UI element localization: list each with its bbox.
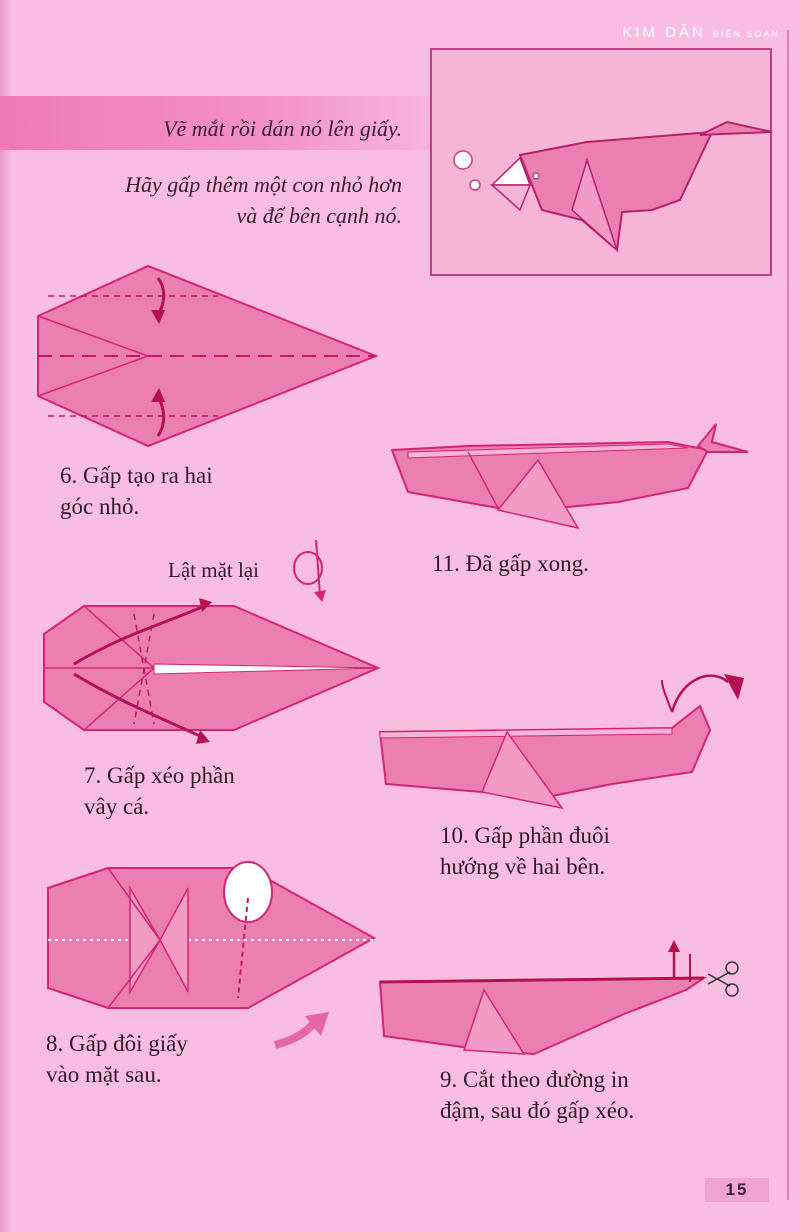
author-name: KIM DÂN — [622, 24, 706, 41]
intro-line-1: Vẽ mắt rồi dán nó lên giấy. — [163, 116, 402, 141]
step-6-caption — [60, 460, 213, 522]
flip-over-icon — [290, 540, 330, 600]
step-7-line-2: vây cá. — [84, 794, 150, 819]
step-9-caption — [440, 1064, 634, 1126]
intro-line-2: Hãy gấp thêm một con nhỏ hơn — [125, 172, 402, 197]
author-role: BIÊN SOẠN — [712, 29, 780, 39]
step-11-line-1: 11. Đã gấp xong. — [432, 551, 589, 576]
step-6-line-1: 6. Gấp tạo ra hai — [60, 463, 213, 488]
step-10-line-2: hướng về hai bên. — [440, 854, 606, 879]
page-spine-shadow — [0, 0, 12, 1232]
page-header — [622, 24, 780, 41]
step-7-caption — [84, 760, 235, 822]
scissors-icon — [726, 962, 738, 974]
step-6-line-2: góc nhỏ. — [60, 494, 140, 519]
step-10-caption — [440, 820, 610, 882]
step-8-line-1: 8. Gấp đôi giấy — [46, 1031, 188, 1056]
page-number: 15 — [705, 1178, 769, 1202]
step-9-line-2: đậm, sau đó gấp xéo. — [440, 1098, 635, 1123]
flip-instruction: Lật mặt lại — [168, 558, 259, 582]
step-10-diagram — [372, 672, 752, 812]
step-11-caption — [432, 548, 589, 579]
finished-whale-illustration — [432, 50, 774, 278]
step-7-diagram — [44, 604, 384, 744]
step-6-diagram — [38, 266, 378, 446]
step-7-line-1: 7. Gấp xéo phần — [84, 763, 235, 788]
step-9-diagram — [374, 938, 754, 1058]
next-step-arrow — [275, 1010, 335, 1050]
step-8-line-2: vào mặt sau. — [46, 1062, 162, 1087]
finished-whale-photo — [430, 48, 772, 276]
step-8-caption — [46, 1028, 188, 1090]
intro-line-3: và để bên cạnh nó. — [236, 203, 402, 228]
step-8-diagram — [48, 858, 388, 1008]
step-11-diagram — [388, 420, 748, 530]
page-edge-rule — [787, 30, 789, 1200]
step-9-line-1: 9. Cắt theo đường in — [440, 1067, 629, 1092]
step-10-line-1: 10. Gấp phần đuôi — [440, 823, 610, 848]
